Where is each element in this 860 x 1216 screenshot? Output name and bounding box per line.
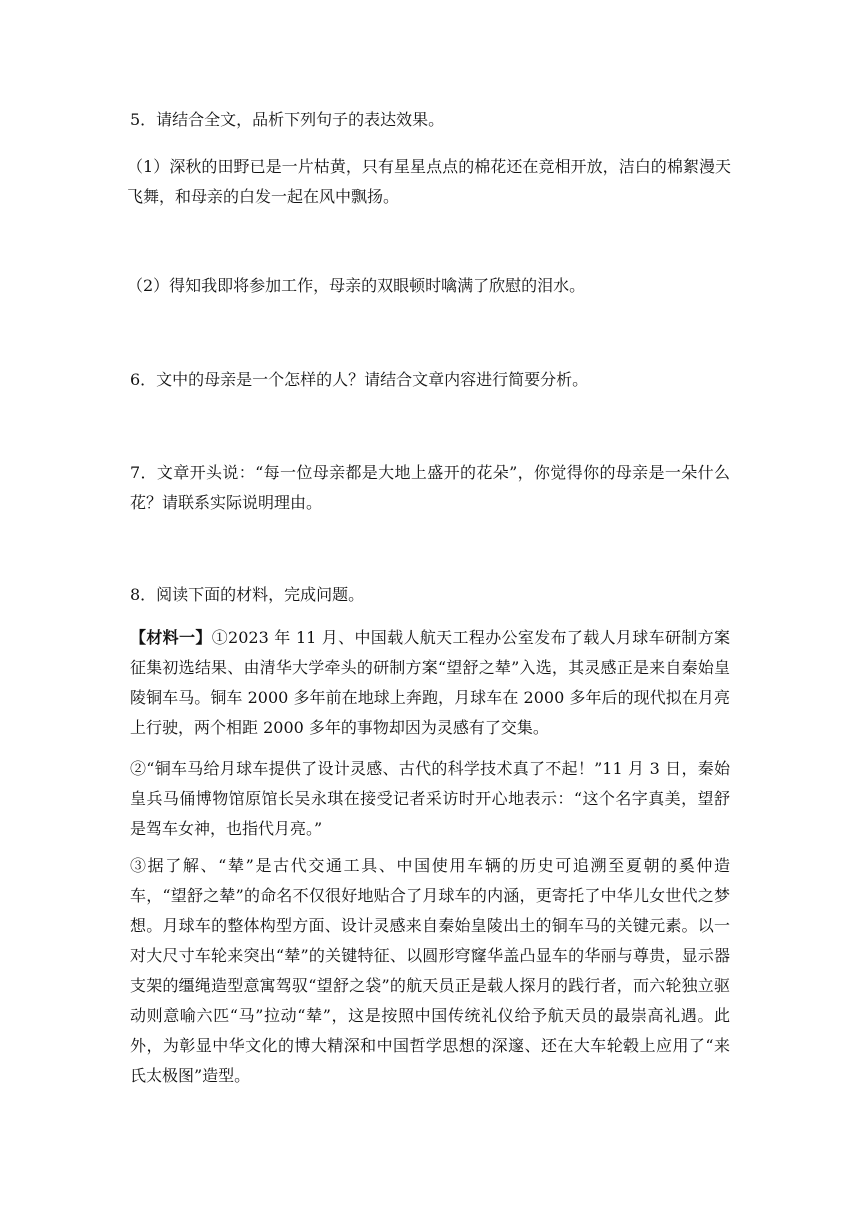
question-5-sentence-2: （2）得知我即将参加工作，母亲的双眼顿时噙满了欣慰的泪水。 — [127, 276, 586, 295]
material-1-label: 【材料一】 — [130, 628, 212, 647]
material-1-paragraph-2: ②“铜车马给月球车提供了设计灵感、古代的科学技术真了不起！”11 月 3 日，秦始皇兵马俑博物馆原馆长吴永琪在接受记者采访时开心地表示：“这个名字真美，望舒是驾车女神，也指代月亮。” — [130, 759, 730, 838]
question-5-prompt: 5．请结合全文，品析下列句子的表达效果。 — [130, 110, 445, 129]
question-6-prompt: 6．文中的母亲是一个怎样的人？请结合文章内容进行简要分析。 — [130, 370, 589, 389]
material-1-paragraph-3: ③据了解、“辇”是古代交通工具、中国使用车辆的历史可追溯至夏朝的奚仲造车，“望舒之辇”的命名不仅很好地贴合了月球车的内涵，更寄托了中华儿女世代之梦想。月球车的整体构型方面、设计灵感来自秦始皇陵出土的铜车马的关键元素。以一对大尺寸车轮来突出“辇”的关键特征、以圆形穹窿华盖凸显车的华丽与尊贵，显示器支架的缰绳造型意寓驾驭“望舒之袋”的航天员正是载人探月的践行者，而六轮独立驱动则意喻六匹“马”拉动“辇”，这是按照中国传统礼仪给予航天员的最崇高礼遇。此外，为彰显中华文化的博大精深和中国哲学思想的深邃、还在大车轮毂上应用了“来氏太极图”造型。 — [130, 856, 730, 1085]
material-1-paragraph-1-text: ①2023 年 11 月、中国载人航天工程办公室发布了载人月球车研制方案征集初选结果、由清华大学牵头的研制方案“望舒之辇”入选，其灵感正是来自秦始皇陵铜车马。铜车 2000 多年前在地球上奔跑，月球车在 2000 多年后的现代拟在月亮上行驶，两个相距 2000 多年的事物却因为灵感有了交集。 — [130, 628, 730, 737]
question-7-prompt: 7．文章开头说：“每一位母亲都是大地上盛开的花朵”，你觉得你的母亲是一朵什么花？请联系实际说明理由。 — [130, 463, 730, 512]
question-5-sentence-1: （1）深秋的田野已是一片枯黄，只有星星点点的棉花还在竞相开放，洁白的棉絮漫天飞舞，和母亲的白发一起在风中飘扬。 — [127, 157, 731, 206]
material-1-paragraph-1 — [130, 623, 730, 743]
question-8-prompt: 8．阅读下面的材料，完成问题。 — [130, 585, 365, 604]
